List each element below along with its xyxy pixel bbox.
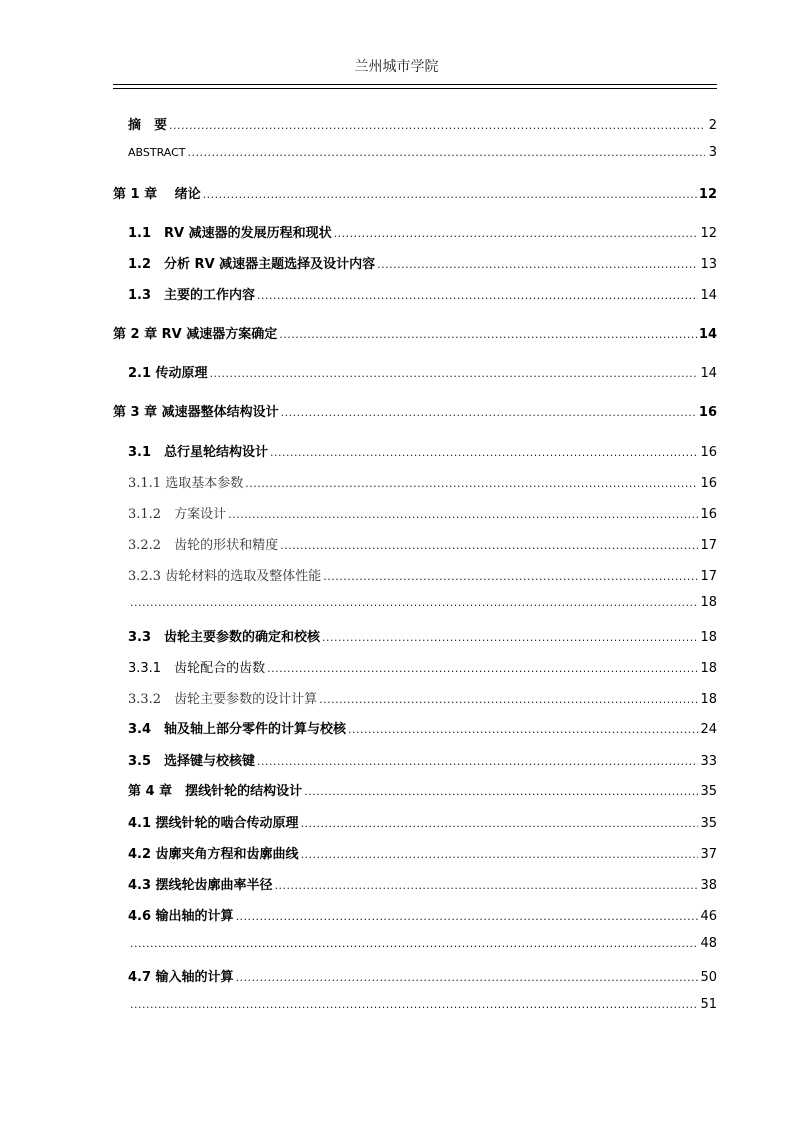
toc-entry-untitled[interactable] <box>128 595 717 615</box>
toc-entry-chapter-2[interactable] <box>113 323 717 343</box>
toc-entry-page: 12 <box>698 187 717 202</box>
toc-leader-dots <box>203 188 697 201</box>
toc-entry-page: 46 <box>700 909 717 924</box>
toc-entry-page: 3 <box>708 145 717 160</box>
toc-entry-page: 16 <box>700 507 717 522</box>
toc-entry-3-1[interactable] <box>128 441 717 461</box>
toc-entry-title: 第 3 章 减速器整体结构设计 <box>113 405 279 420</box>
toc-leader-dots <box>270 446 698 459</box>
toc-entry-page: 24 <box>700 722 717 737</box>
toc-entry-chapter-1[interactable] <box>113 183 717 203</box>
toc-entry-page: 12 <box>700 226 717 241</box>
toc-entry-title: 3.1.2 方案设计 <box>128 507 227 522</box>
toc-entry-3-3-1[interactable] <box>128 657 717 677</box>
toc-entry-3-5[interactable] <box>128 750 717 770</box>
toc-entry-title: 4.6 输出轴的计算 <box>128 909 234 924</box>
toc-leader-dots <box>304 785 698 798</box>
toc-entry-title: 第 1 章 绪论 <box>113 187 201 202</box>
toc-leader-dots <box>257 755 698 768</box>
toc-entry-title: 4.3 摆线轮齿廓曲率半径 <box>128 878 273 893</box>
toc-entry-3-4[interactable] <box>128 718 717 738</box>
toc-entry-title: 3.3.2 齿轮主要参数的设计计算 <box>128 692 318 707</box>
toc-entry-page: 18 <box>700 630 717 645</box>
toc-leader-dots <box>301 848 699 861</box>
toc-entry-page: 13 <box>700 257 717 272</box>
toc-leader-dots <box>130 937 698 950</box>
toc-leader-dots <box>280 539 698 552</box>
toc-entry-page: 16 <box>700 476 717 491</box>
toc-entry-untitled[interactable] <box>128 936 717 956</box>
toc-entry-abstract-en[interactable] <box>128 145 717 165</box>
toc-entry-title: 4.1 摆线针轮的啮合传动原理 <box>128 816 299 831</box>
toc-leader-dots <box>169 119 705 132</box>
toc-entry-title: 3.3 齿轮主要参数的确定和校核 <box>128 630 321 645</box>
toc-entry-chapter-4[interactable] <box>128 780 717 800</box>
toc-entry-3-2-3[interactable] <box>128 565 717 585</box>
toc-entry-chapter-3[interactable] <box>113 401 717 421</box>
toc-entry-4-6[interactable] <box>128 905 717 925</box>
toc-leader-dots <box>228 508 698 521</box>
toc-leader-dots <box>245 477 698 490</box>
toc-entry-1-2[interactable] <box>128 253 717 273</box>
toc-entry-3-2-2[interactable] <box>128 534 717 554</box>
toc-entry-1-3[interactable] <box>128 284 717 304</box>
toc-leader-dots <box>236 971 699 984</box>
toc-entry-page: 14 <box>700 366 717 381</box>
toc-entry-4-7[interactable] <box>128 966 717 986</box>
toc-entry-2-1[interactable] <box>128 362 717 382</box>
toc-entry-page: 17 <box>700 569 717 584</box>
toc-leader-dots <box>377 258 698 271</box>
toc-entry-3-1-2[interactable] <box>128 503 717 523</box>
toc-entry-4-2[interactable] <box>128 843 717 863</box>
toc-entry-page: 16 <box>698 405 717 420</box>
toc-entry-title: 3.2.3 齿轮材料的选取及整体性能 <box>128 569 322 584</box>
toc-entry-abstract-cn[interactable] <box>128 114 717 134</box>
toc-entry-title: 3.2.2 齿轮的形状和精度 <box>128 538 279 553</box>
toc-entry-title: 4.7 输入轴的计算 <box>128 970 234 985</box>
toc-entry-title: 1.1 RV 减速器的发展历程和现状 <box>128 226 332 241</box>
toc-entry-page: 51 <box>700 997 717 1012</box>
toc-entry-title: 3.4 轴及轴上部分零件的计算与校核 <box>128 722 347 737</box>
toc-entry-title: 3.5 选择键与校核键 <box>128 754 256 769</box>
toc-leader-dots <box>319 693 698 706</box>
toc-entry-page: 17 <box>700 538 717 553</box>
toc-entry-3-3[interactable] <box>128 626 717 646</box>
toc-leader-dots <box>130 596 698 609</box>
toc-entry-page: 18 <box>700 661 717 676</box>
toc-leader-dots <box>322 631 698 644</box>
toc-leader-dots <box>281 406 697 419</box>
toc-leader-dots <box>257 289 698 302</box>
toc-leader-dots <box>188 146 705 159</box>
toc-leader-dots <box>279 328 697 341</box>
toc-entry-title: 1.3 主要的工作内容 <box>128 288 256 303</box>
toc-leader-dots <box>275 879 699 892</box>
toc-leader-dots <box>236 910 699 923</box>
toc-entry-page: 48 <box>700 936 717 951</box>
toc-entry-4-1[interactable] <box>128 812 717 832</box>
toc-leader-dots <box>267 662 698 675</box>
toc-leader-dots <box>301 817 699 830</box>
toc-entry-4-3[interactable] <box>128 874 717 894</box>
toc-entry-page: 35 <box>700 784 717 799</box>
toc-entry-title: ABSTRACT <box>128 146 186 159</box>
toc-entry-title: 4.2 齿廓夹角方程和齿廓曲线 <box>128 847 299 862</box>
toc-entry-page: 2 <box>708 118 717 133</box>
toc-entry-3-3-2[interactable] <box>128 688 717 708</box>
toc-entry-page: 38 <box>700 878 717 893</box>
toc-entry-title: 摘 要 <box>128 118 168 133</box>
toc-entry-page: 50 <box>700 970 717 985</box>
header-rule-thin <box>113 88 717 89</box>
header-rule-thick <box>113 84 717 85</box>
toc-entry-title: 1.2 分析 RV 减速器主题选择及设计内容 <box>128 257 376 272</box>
toc-entry-page: 35 <box>700 816 717 831</box>
page-header-title: 兰州城市学院 <box>354 59 439 75</box>
toc-entry-page: 14 <box>700 288 717 303</box>
toc-entry-page: 14 <box>698 327 717 342</box>
toc-entry-3-1-1[interactable] <box>128 472 717 492</box>
toc-leader-dots <box>323 570 698 583</box>
toc-entry-page: 16 <box>700 445 717 460</box>
toc-entry-title: 第 4 章 摆线针轮的结构设计 <box>128 784 303 799</box>
toc-leader-dots <box>130 998 698 1011</box>
toc-entry-page: 37 <box>700 847 717 862</box>
toc-leader-dots <box>348 723 698 736</box>
toc-entry-title: 3.1.1 选取基本参数 <box>128 476 244 491</box>
toc-entry-title: 第 2 章 RV 减速器方案确定 <box>113 327 278 342</box>
toc-entry-title: 3.1 总行星轮结构设计 <box>128 445 269 460</box>
toc-leader-dots <box>334 227 699 240</box>
toc-entry-1-1[interactable] <box>128 222 717 242</box>
toc-entry-page: 33 <box>700 754 717 769</box>
toc-entry-untitled[interactable] <box>128 997 717 1017</box>
toc-entry-title: 2.1 传动原理 <box>128 366 208 381</box>
toc-entry-title: 3.3.1 齿轮配合的齿数 <box>128 661 266 676</box>
toc-entry-page: 18 <box>700 692 717 707</box>
toc-leader-dots <box>210 367 699 380</box>
toc-entry-page: 18 <box>700 595 717 610</box>
